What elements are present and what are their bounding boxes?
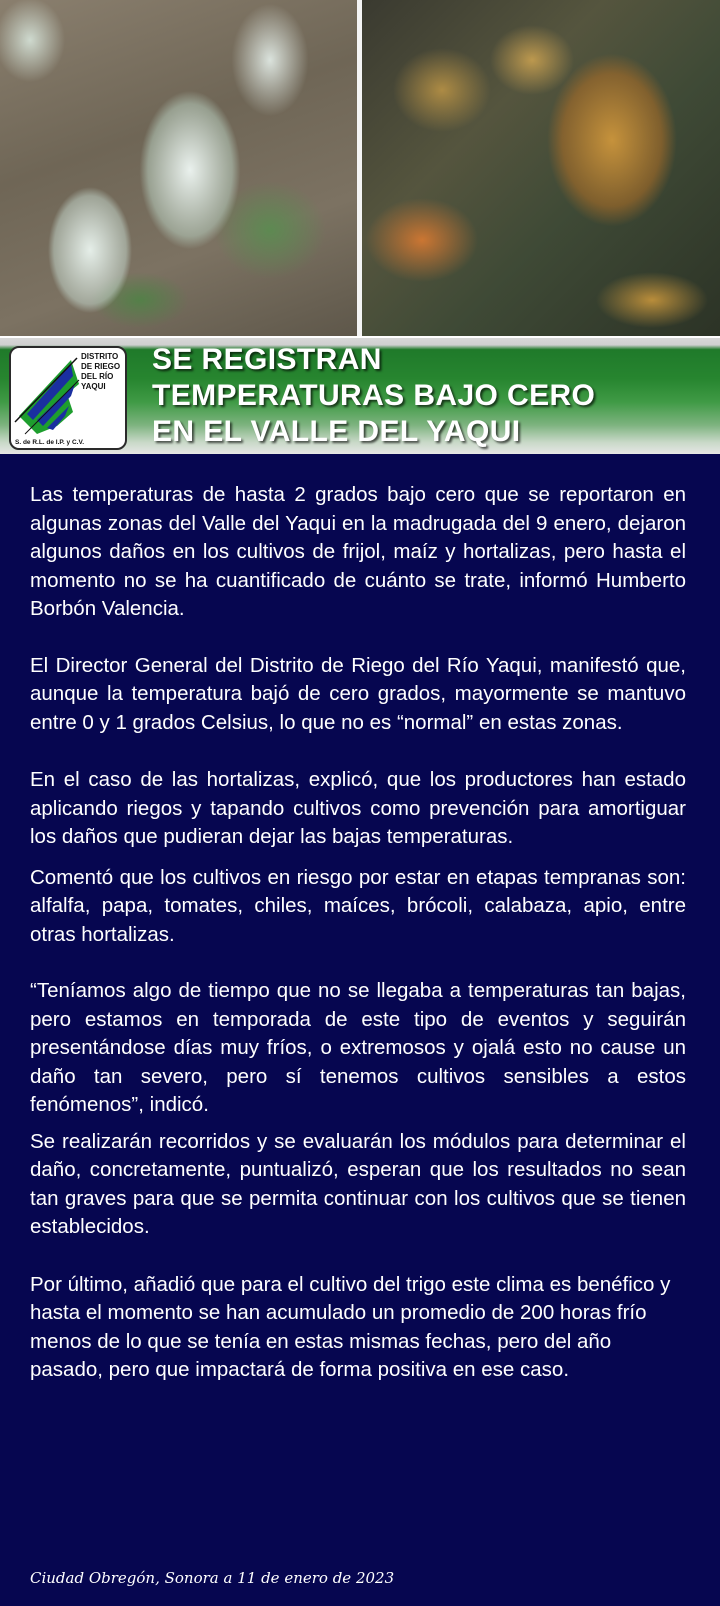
- article-paragraph: Se realizarán recorridos y se evaluarán los módulos para determinar el daño, concretamente, puntualizó, esperan que los resultados no sean tan graves para que se permita continuar con los cultivos que se tienen establecidos.: [30, 1129, 686, 1238]
- damaged-leaves-photo: [362, 0, 720, 336]
- article-paragraph: “Teníamos algo de tiempo que no se llegaba a temperaturas tan bajas, pero estamos en temporada de este tipo de eventos y seguirán presentándose días muy fríos, o extremosos y ojalá esto no cause un daño tan severo, pero sí tenemos cultivos sensibles a estos fenómenos”, indicó.: [30, 979, 686, 1116]
- article-paragraph: El Director General del Distrito de Riego del Río Yaqui, manifestó que, aunque la temperatura bajó de cero grados, mayormente se mantuvo entre 0 y 1 grados Celsius, lo que no es “normal” en estas zonas.: [30, 653, 686, 734]
- photo-strip: [0, 0, 720, 336]
- headline-line: SE REGISTRAN: [152, 343, 382, 376]
- logo-title: [81, 352, 127, 392]
- article-paragraph: Las temperaturas de hasta 2 grados bajo cero que se reportaron en algunas zonas del Valle del Yaqui en la madrugada del 9 enero, dejaron algunos daños en los cultivos de frijol, maíz y hortalizas, pero hasta el momento no se ha cuantificado de cuánto se trate, informó Humberto Borbón Valencia.: [30, 483, 686, 620]
- headline-line: EN EL VALLE DEL YAQUI: [152, 415, 521, 448]
- logo-title-line: DEL RÍO: [81, 372, 114, 381]
- article-paragraph: Comentó que los cultivos en riesgo por estar en etapas tempranas son: alfalfa, papa, tomates, chiles, maíces, brócoli, calabaza, apio, entre otras hortalizas.: [30, 865, 686, 946]
- frozen-crops-photo: [0, 0, 357, 336]
- logo-title-line: DISTRITO: [81, 352, 119, 361]
- headline-banner: [0, 336, 720, 454]
- valley-map-icon: [13, 354, 83, 440]
- article-paragraph: En el caso de las hortalizas, explicó, que los productores han estado aplicando riegos y tapando cultivos como prevención para amortiguar los daños que pudieran dejar las bajas temperaturas.: [30, 768, 686, 848]
- headline-line: TEMPERATURAS BAJO CERO: [152, 379, 596, 412]
- logo-legal-name: S. de R.L. de I.P. y C.V.: [15, 439, 84, 446]
- article-body: [30, 481, 686, 1385]
- logo-title-line: DE RIEGO: [81, 362, 121, 371]
- district-logo: [9, 346, 127, 450]
- article-paragraph: Por último, añadió que para el cultivo del trigo este clima es benéfico y hasta el momento se han acumulado un promedio de 200 horas frío menos de lo que se tenía en estas mismas fechas, pero del año pasado, pero que impactará de forma positiva en ese caso.: [30, 1272, 671, 1381]
- logo-title-line: YAQUI: [81, 382, 106, 391]
- dateline: Ciudad Obregón, Sonora a 11 de enero de 2023: [30, 1569, 395, 1587]
- headline: [152, 342, 712, 450]
